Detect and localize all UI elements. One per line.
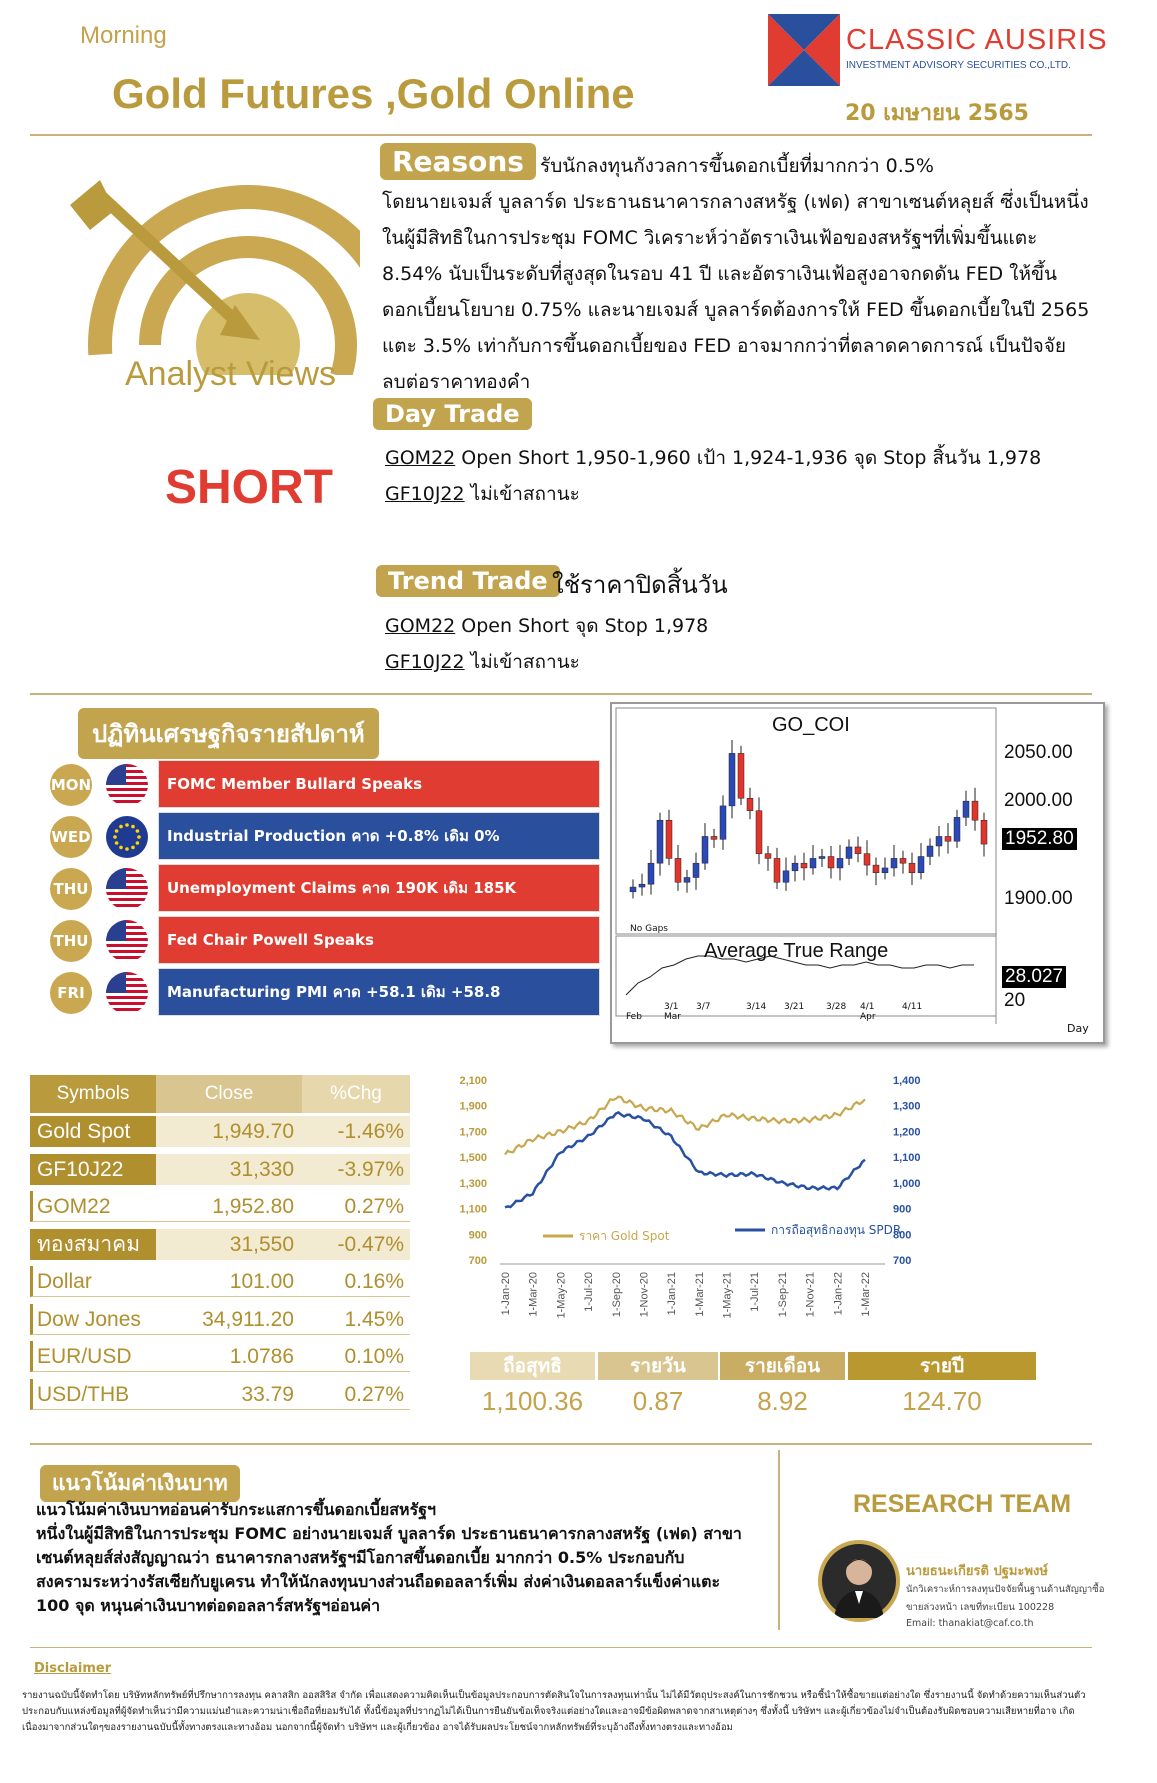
table-row <box>30 1229 410 1262</box>
candle-body <box>720 806 726 839</box>
disclaimer-line-1: รายงานฉบับนี้จัดทำโดย บริษัทหลักทรัพย์ที่ปรึกษาการลงทุน คลาสสิก ออสสิริส จำกัด เพื่อแสดงความคิดเห็นเป็นข้อมูลประกอบการตัดสินใจในการลงทุนเท่านั้น ไม่ได้มีวัตถุประสงค์ในการชักชวน หรือชี้นำให้ซื้อขายแต่อย่างใด ซึ่งรายงานนี้ จัดทำด้วยความเห็นส่วนตัว <box>22 1690 1086 1701</box>
candle-body <box>639 884 645 887</box>
disclaimer-line-2: ประกอบกับแหล่งข้อมูลที่ผู้จัดทำเห็นว่ามีความแม่นยำและความน่าเชื่อถือที่ยอมรับได้ ทั้งนี้ข้อมูลที่ปรากฏไม่ได้เป็นการยืนยันข้อเท็จจริงแต่อย่างใดและอาจมีข้อผิดพลาดจากสาเหตุต่างๆ ซึ่งทั้งนี้ บริษัทฯ และผู้เกี่ยวข้องไม่จำเป็นต้องรับผิดชอบความเสียหายที่อาจ เกิด <box>22 1706 1075 1717</box>
report-date: 20 เมษายน 2565 <box>845 101 1029 126</box>
candle-body <box>684 878 690 883</box>
reasons-line-3: ในผู้มีสิทธิในการประชุม FOMC วิเคราะห์ว่าอัตราเงินเฟ้อของสหรัฐฯที่เพิ่มขึ้นแตะ <box>382 227 1038 249</box>
symbol-cell: EUR/USD <box>30 1341 156 1372</box>
left-tick-label: 1,300 <box>459 1177 487 1190</box>
candle-x-label: 3/28 <box>826 1002 847 1012</box>
spdr-stat-value: 8.92 <box>757 1386 808 1416</box>
reasons-line-7: ลบต่อราคาทองคำ <box>382 371 531 393</box>
trend-trade-symbol-2: GF10J22 <box>385 651 465 673</box>
calendar-title: ปฏิทินเศรษฐกิจรายสัปดาห์ <box>78 708 379 759</box>
analyst-license: ขายล่วงหน้า เลขที่ทะเบียน 100228 <box>906 1602 1055 1613</box>
trend-trade-symbol-1: GOM22 <box>385 615 456 637</box>
close-cell: 1,949.70 <box>156 1116 300 1147</box>
close-cell: 34,911.20 <box>156 1304 300 1335</box>
right-tick-label: 1,100 <box>893 1152 921 1165</box>
candle-body <box>702 836 708 863</box>
right-tick-label: 1,000 <box>893 1177 921 1190</box>
candle-body <box>954 817 960 841</box>
calendar-event-text: Industrial Production คาด +0.8% เดิม 0% <box>158 812 600 860</box>
day-trade-text-2: ไม่เข้าสถานะ <box>464 483 580 505</box>
candle-body <box>891 858 897 868</box>
x-tick-label: 1-Nov-20 <box>638 1272 651 1318</box>
candle-body <box>648 863 654 884</box>
candle-body <box>900 858 906 863</box>
calendar-event-text: FOMC Member Bullard Speaks <box>158 760 600 808</box>
right-tick-label: 800 <box>893 1229 912 1242</box>
close-cell: 101.00 <box>156 1266 300 1297</box>
us-flag-icon <box>106 764 148 806</box>
analyst-name: นายธนะเกียรติ ปฐมะพงษ์ <box>906 1564 1048 1579</box>
x-tick-label: 1-Sep-20 <box>610 1272 623 1318</box>
series-line-2 <box>505 1112 865 1207</box>
symbol-cell: Dow Jones <box>30 1304 156 1335</box>
analyst-views-label: Analyst Views <box>125 355 337 393</box>
baht-tag: แนวโน้มค่าเงินบาท <box>40 1465 240 1502</box>
table-row <box>30 1341 410 1374</box>
reasons-tag: Reasons <box>380 143 536 180</box>
candle-body <box>738 753 744 798</box>
market-table-header <box>30 1075 410 1113</box>
candle-x-label: 4/1 <box>860 1002 875 1012</box>
candle-body <box>756 811 762 854</box>
candle-body <box>927 846 933 857</box>
left-tick-label: 2,100 <box>459 1075 487 1087</box>
candle-body <box>828 857 834 868</box>
table-row <box>30 1116 410 1149</box>
right-tick-label: 700 <box>893 1255 912 1267</box>
x-tick-label: 1-Sep-21 <box>776 1272 789 1318</box>
calendar-event-text: Unemployment Claims คาด 190K เดิม 185K <box>158 864 600 912</box>
x-tick-label: 1-Jul-21 <box>749 1272 762 1312</box>
disclaimer-line-3: เนื่องมาจากส่วนใดๆของรายงานฉบับนี้ทั้งทางตรงและทางอ้อม นอกจากนี้ผู้จัดทำ บริษัทฯ และผู้เกี่ยวข้อง อาจได้รับผลประโยชน์จากหลักทรัพย์ที่ระบุอ้างถึงทั้งทางตรงและทางอ้อม <box>22 1722 733 1733</box>
reasons-line-5: ดอกเบี้ยนโยบาย 0.75% และนายเจมส์ บูลลาร์ดต้องการให้ FED ขึ้นดอกเบี้ยในปี 2565 <box>382 299 1090 321</box>
calendar-day-badge: FRI <box>50 972 92 1014</box>
us-flag-icon <box>106 920 148 962</box>
calendar-event <box>50 968 600 1016</box>
analyst-avatar <box>818 1540 900 1622</box>
candle-body <box>675 858 681 882</box>
candle-body <box>864 854 870 865</box>
candle-x-label: Apr <box>860 1012 876 1022</box>
candle-body <box>819 857 825 859</box>
x-tick-label: 1-Jan-21 <box>666 1272 679 1316</box>
candle-body <box>837 858 843 868</box>
candle-body <box>855 847 861 854</box>
reasons-line-6: แตะ 3.5% เท่ากับการขึ้นดอกเบี้ยของ FED อาจมากกว่าที่ตลาดคาดการณ์ เป็นปัจจัย <box>382 335 1067 357</box>
left-tick-label: 1,900 <box>459 1100 487 1113</box>
close-cell: 33.79 <box>156 1379 300 1410</box>
candle-body <box>729 753 735 805</box>
candle-x-label: Feb <box>626 1012 642 1022</box>
candle-plot-frame <box>616 708 996 934</box>
chg-cell: 0.27% <box>300 1379 410 1410</box>
calendar-day-badge: WED <box>50 816 92 858</box>
trend-trade-line-1 <box>385 608 708 644</box>
day-trade-line-2 <box>385 476 580 512</box>
us-flag-icon <box>106 868 148 910</box>
eu-flag-icon <box>106 816 148 858</box>
day-trade-text-1: Open Short 1,950-1,960 เป้า 1,924-1,936 จุด Stop สิ้นวัน 1,978 <box>455 447 1042 469</box>
chg-cell: 0.16% <box>300 1266 410 1297</box>
table-row <box>30 1266 410 1299</box>
company-logo <box>768 14 840 86</box>
trend-trade-text-2: ไม่เข้าสถานะ <box>464 651 580 673</box>
candle-body <box>801 863 807 868</box>
trend-trade-text-1: Open Short จุด Stop 1,978 <box>455 615 709 637</box>
baht-line-1: แนวโน้มค่าเงินบาทอ่อนค่ารับกระแสการขึ้นดอกเบี้ยสหรัฐฯ <box>36 1500 436 1519</box>
candle-body <box>909 863 915 873</box>
baht-line-2: หนึ่งในผู้มีสิทธิในการประชุม FOMC อย่างนายเจมส์ บูลลาร์ด ประธานธนาคารกลางสหรัฐ (เฟด) สาขา <box>36 1524 742 1543</box>
table-row <box>30 1304 410 1337</box>
company-name: CLASSIC AUSIRIS <box>846 24 1108 56</box>
spdr-stat-value: 0.87 <box>632 1386 684 1416</box>
candle-x-unit: Day <box>1067 1022 1089 1035</box>
right-tick-label: 1,400 <box>893 1075 921 1087</box>
trend-trade-tag: Trend Trade <box>376 565 560 597</box>
candle-body <box>774 858 780 882</box>
spdr-stat-value: 124.70 <box>902 1386 982 1416</box>
candle-body <box>873 865 879 873</box>
calendar-event-text: Fed Chair Powell Speaks <box>158 916 600 964</box>
x-tick-label: 1-May-20 <box>555 1272 568 1319</box>
candle-body <box>630 887 636 892</box>
spdr-stat-header: รายวัน <box>598 1352 718 1380</box>
right-tick-label: 1,300 <box>893 1100 921 1113</box>
section-divider-2 <box>30 1443 1092 1445</box>
analyst-role: นักวิเคราะห์การลงทุนปัจจัยพื้นฐานด้านสัญญาซื้อ <box>906 1584 1105 1595</box>
candle-no-gaps: No Gaps <box>630 924 668 934</box>
table-row <box>30 1154 410 1187</box>
symbol-cell: GF10J22 <box>30 1154 156 1185</box>
candle-body <box>657 820 663 863</box>
left-tick-label: 1,700 <box>459 1126 487 1139</box>
candle-body <box>972 801 978 820</box>
right-tick-label: 900 <box>893 1203 912 1216</box>
day-trade-symbol-2: GF10J22 <box>385 483 465 505</box>
x-tick-label: 1-Jan-22 <box>832 1272 845 1316</box>
analyst-email: Email: thanakiat@caf.co.th <box>906 1618 1034 1629</box>
baht-line-3: เซนต์หลุยส์ส่งสัญญาณว่า ธนาคารกลางสหรัฐฯมีโอกาสขึ้นดอกเบี้ย มากกว่า 0.5% ประกอบกับ <box>36 1548 685 1567</box>
baht-line-4: สงครามระหว่างรัสเซียกับยูเครน ทำให้นักลงทุนบางส่วนถือดอลลาร์เพิ่ม ส่งค่าเงินดอลลาร์แข็งค่าแตะ <box>36 1572 721 1591</box>
candle-x-label: 3/21 <box>784 1002 805 1012</box>
spdr-stat-header: รายปี <box>848 1352 1036 1380</box>
analyst-view-signal: SHORT <box>165 461 333 514</box>
reasons-line-4: 8.54% นับเป็นระดับที่สูงสุดในรอบ 41 ปี และอัตราเงินเฟ้อสูงอาจกดดัน FED ให้ขึ้น <box>382 263 1057 285</box>
atr-title: Average True Range <box>704 940 889 962</box>
chg-cell: 1.45% <box>300 1304 410 1335</box>
table-row <box>30 1379 410 1412</box>
reasons-body <box>382 184 1102 400</box>
candle-body <box>846 847 852 858</box>
section-divider-1 <box>30 693 1092 695</box>
candle-body <box>981 820 987 844</box>
spdr-stat-header: ถือสุทธิ <box>470 1352 595 1380</box>
candle-last-price: 1952.80 <box>1002 828 1077 850</box>
candle-body <box>666 820 672 858</box>
candle-body <box>882 868 888 873</box>
research-team-title: RESEARCH TEAM <box>853 1490 1072 1518</box>
candle-body <box>792 863 798 871</box>
symbol-cell: Dollar <box>30 1266 156 1297</box>
spdr-stat-header: รายเดือน <box>720 1352 845 1380</box>
header-divider <box>30 134 1092 136</box>
x-tick-label: 1-Mar-20 <box>527 1272 540 1317</box>
candle-x-label: 4/11 <box>902 1002 923 1012</box>
close-cell: 31,550 <box>156 1229 300 1260</box>
left-tick-label: 1,500 <box>459 1152 487 1165</box>
x-tick-label: 1-Jan-20 <box>500 1272 512 1316</box>
close-cell: 1,952.80 <box>156 1191 300 1222</box>
calendar-event <box>50 760 600 808</box>
us-flag-icon <box>106 972 148 1014</box>
candle-body <box>711 836 717 839</box>
baht-line-5: 100 จุด หนุนค่าเงินบาทต่อดอลลาร์สหรัฐฯอ่อนค่า <box>36 1596 381 1615</box>
chg-cell: -0.47% <box>300 1229 410 1260</box>
x-tick-label: 1-Jul-20 <box>583 1272 596 1312</box>
chg-cell: 0.10% <box>300 1341 410 1372</box>
calendar-event <box>50 916 600 964</box>
disclaimer-title: Disclaimer <box>34 1661 112 1676</box>
reasons-line-2: โดยนายเจมส์ บูลลาร์ด ประธานธนาคารกลางสหรัฐ (เฟด) สาขาเซนต์หลุยส์ ซึ่งเป็นหนึ่ง <box>382 191 1089 213</box>
day-trade-tag: Day Trade <box>373 398 532 430</box>
candle-x-label: 3/7 <box>696 1002 711 1012</box>
candle-x-label: 3/1 <box>664 1002 679 1012</box>
table-row <box>30 1191 410 1224</box>
reasons-line-1: รับนักลงทุนกังวลการขึ้นดอกเบี้ยที่มากกว่า 0.5% <box>540 155 934 177</box>
legend-label-spdr: การถือสุทธิกองทุน SPDR <box>771 1223 902 1237</box>
close-cell: 31,330 <box>156 1154 300 1185</box>
calendar-day-badge: MON <box>50 764 92 806</box>
candle-y-label-4: 1900.00 <box>1004 888 1073 909</box>
trend-trade-line-2 <box>385 644 580 680</box>
candle-body <box>945 836 951 841</box>
spdr-stat-value: 1,100.36 <box>481 1386 584 1416</box>
candle-body <box>693 863 699 877</box>
calendar-event <box>50 812 600 860</box>
chg-cell: 0.27% <box>300 1191 410 1222</box>
x-tick-label: 1-May-21 <box>721 1272 734 1319</box>
header-chg: %Chg <box>302 1075 410 1113</box>
candle-chart-title: GO_COI <box>772 714 850 736</box>
symbol-cell: USD/THB <box>30 1379 156 1410</box>
page-title: Gold Futures ,Gold Online <box>112 70 635 117</box>
series-line-1 <box>505 1097 865 1155</box>
gold-spdr-chart <box>455 1060 1105 1350</box>
symbol-cell: Gold Spot <box>30 1116 156 1147</box>
header-close: Close <box>156 1075 302 1113</box>
candle-body <box>747 798 753 810</box>
disclaimer-body <box>22 1688 1137 1736</box>
x-tick-label: 1-Nov-21 <box>804 1272 817 1318</box>
calendar-event-text: Manufacturing PMI คาด +58.1 เดิม +58.8 <box>158 968 600 1016</box>
atr-y-label: 20 <box>1004 990 1026 1011</box>
calendar-event <box>50 864 600 912</box>
target-icon <box>60 175 360 375</box>
calendar-day-badge: THU <box>50 868 92 910</box>
candle-body <box>936 836 942 846</box>
day-trade-line-1 <box>385 440 1041 476</box>
calendar-day-badge: THU <box>50 920 92 962</box>
candle-y-label-1: 2050.00 <box>1004 742 1073 763</box>
close-cell: 1.0786 <box>156 1341 300 1372</box>
left-tick-label: 1,100 <box>459 1203 487 1216</box>
day-trade-symbol-1: GOM22 <box>385 447 456 469</box>
x-tick-label: 1-Mar-21 <box>693 1272 706 1317</box>
candle-chart <box>610 702 1105 1044</box>
candle-y-label-2: 2000.00 <box>1004 790 1073 811</box>
section-divider-3 <box>30 1647 1092 1648</box>
atr-last-value: 28.027 <box>1002 966 1066 988</box>
trend-trade-note: ใช้ราคาปิดสิ้นวัน <box>552 571 728 599</box>
chg-cell: -3.97% <box>300 1154 410 1185</box>
candle-body <box>918 857 924 873</box>
session-label: Morning <box>80 22 167 49</box>
candle-x-label: Mar <box>664 1012 681 1022</box>
left-tick-label: 900 <box>468 1229 487 1242</box>
legend-label-gold: ราคา Gold Spot <box>579 1229 670 1243</box>
candle-body <box>963 801 969 817</box>
symbol-cell: GOM22 <box>30 1191 156 1222</box>
header-symbols: Symbols <box>30 1075 156 1113</box>
vertical-divider <box>778 1450 780 1630</box>
company-subtitle: INVESTMENT ADVISORY SECURITIES CO.,LTD. <box>846 60 1071 71</box>
baht-body <box>36 1498 776 1618</box>
candle-x-label: 3/14 <box>746 1002 767 1012</box>
left-tick-label: 700 <box>468 1255 487 1267</box>
candle-body <box>765 854 771 859</box>
candle-body <box>810 858 816 868</box>
right-tick-label: 1,200 <box>893 1126 921 1139</box>
x-tick-label: 1-Mar-22 <box>860 1272 872 1317</box>
chg-cell: -1.46% <box>300 1116 410 1147</box>
symbol-cell: ทองสมาคม <box>30 1229 156 1260</box>
candle-body <box>783 871 789 882</box>
